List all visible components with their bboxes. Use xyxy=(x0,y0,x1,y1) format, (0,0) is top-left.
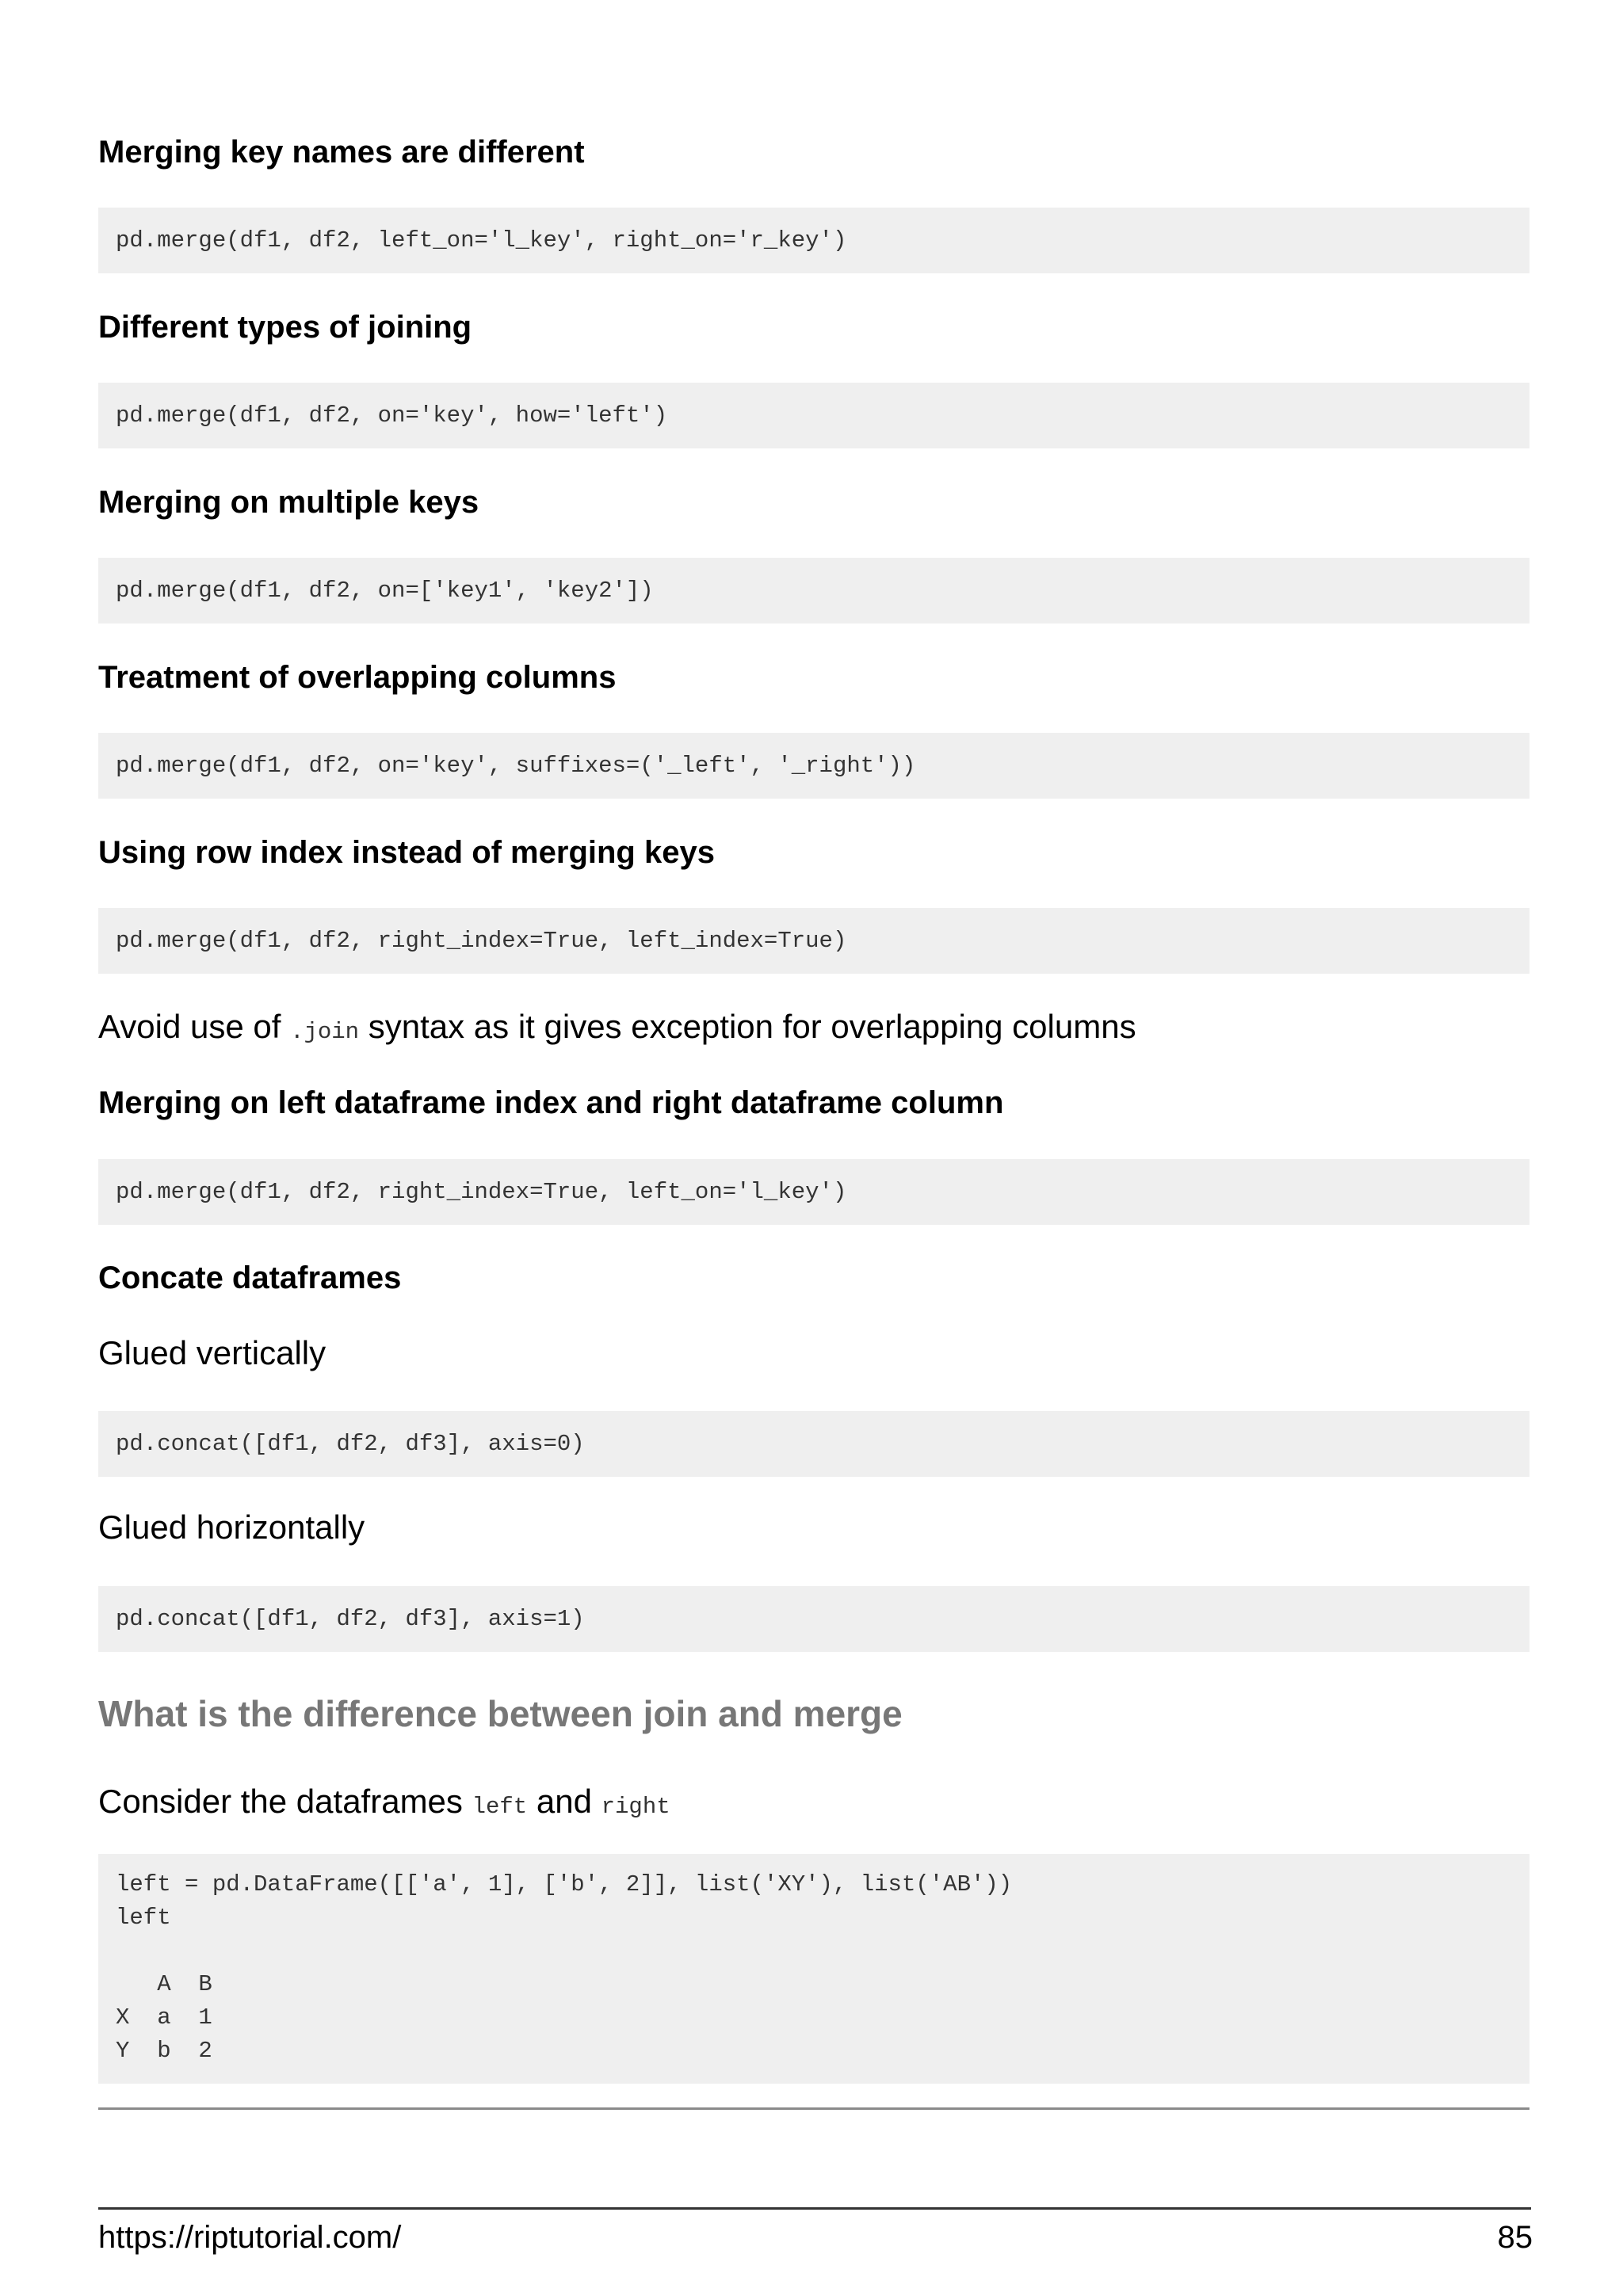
footer-url: https://riptutorial.com/ xyxy=(98,2220,402,2255)
avoid-join-note xyxy=(98,1006,1136,1053)
code-block: pd.concat([df1, df2, df3], axis=0) xyxy=(98,1411,1529,1477)
content-divider xyxy=(98,2107,1529,2110)
code-block: pd.merge(df1, df2, on='key', how='left') xyxy=(98,383,1529,448)
heading-overlapping-columns: Treatment of overlapping columns xyxy=(98,660,617,695)
note-text: Avoid use of xyxy=(98,1008,291,1045)
code-block: pd.merge(df1, df2, right_index=True, left_index=True) xyxy=(98,908,1529,974)
note-text: syntax as it gives exception for overlapping columns xyxy=(359,1008,1136,1045)
code-block: pd.merge(df1, df2, on=['key1', 'key2']) xyxy=(98,558,1529,624)
inline-code-left: left xyxy=(472,1794,528,1820)
heading-concate-dataframes: Concate dataframes xyxy=(98,1261,402,1295)
intro-text: Consider the dataframes xyxy=(98,1783,472,1820)
inline-code-right: right xyxy=(601,1794,670,1820)
code-block-dataframe-left: left = pd.DataFrame([['a', 1], ['b', 2]], list('XY'), list('AB')) left A B X a 1 Y b 2 xyxy=(98,1854,1529,2084)
heading-join-types: Different types of joining xyxy=(98,310,472,345)
page-number: 85 xyxy=(1497,2220,1533,2255)
code-block: pd.merge(df1, df2, right_index=True, left_on='l_key') xyxy=(98,1159,1529,1225)
heading-merging-key-names: Merging key names are different xyxy=(98,135,585,170)
inline-code-join: .join xyxy=(290,1019,360,1045)
intro-paragraph xyxy=(98,1781,670,1828)
code-block: pd.merge(df1, df2, left_on='l_key', right_on='r_key') xyxy=(98,208,1529,273)
heading-row-index: Using row index instead of merging keys xyxy=(98,835,715,870)
code-block: pd.merge(df1, df2, on='key', suffixes=('_left', '_right')) xyxy=(98,733,1529,799)
intro-text: and xyxy=(527,1783,601,1820)
label-glued-horizontally: Glued horizontally xyxy=(98,1508,365,1546)
footer-divider xyxy=(98,2207,1531,2210)
code-block: pd.concat([df1, df2, df3], axis=1) xyxy=(98,1586,1529,1652)
heading-left-index-right-column: Merging on left dataframe index and right dataframe column xyxy=(98,1085,1004,1120)
section-title-join-vs-merge: What is the difference between join and merge xyxy=(98,1693,903,1734)
heading-multiple-keys: Merging on multiple keys xyxy=(98,485,479,520)
label-glued-vertically: Glued vertically xyxy=(98,1334,327,1371)
